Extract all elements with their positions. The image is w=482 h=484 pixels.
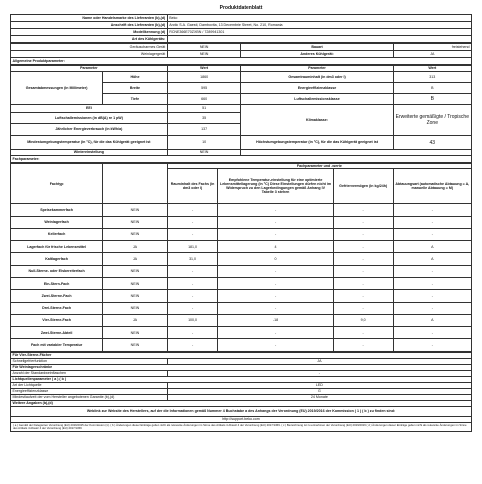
- winter-label: Wintereinstellung: [11, 150, 168, 156]
- compartment-present: JA: [103, 314, 168, 326]
- wine-value: NEIN: [167, 51, 241, 58]
- compartment-freeze: -: [333, 302, 393, 314]
- compartment-table: [10, 163, 472, 352]
- compartment-volume: -: [167, 339, 218, 351]
- eei-row: [11, 105, 472, 113]
- compartment-type: Speisekammerfach: [11, 204, 103, 216]
- compartment-freeze: -: [333, 339, 393, 351]
- compartment-type: Weinlagerfach: [11, 216, 103, 228]
- compartment-row: [11, 228, 472, 240]
- other-label: Anderes Kühlgerät:: [241, 51, 393, 58]
- compartment-present: NEIN: [103, 277, 168, 289]
- compartment-volume: -: [167, 277, 218, 289]
- compartment-temp: -: [218, 265, 333, 277]
- noise-class-value: B: [393, 94, 471, 105]
- compartment-row: [11, 277, 472, 289]
- compartment-freeze: -: [333, 290, 393, 302]
- col-volume-header: Rauminhalt des Fachs (in dm3 oder l): [167, 169, 218, 204]
- temp-row: [11, 136, 472, 150]
- compartment-volume: 100,0: [167, 314, 218, 326]
- compartment-volume: 31,0: [167, 253, 218, 265]
- bottom-table: [10, 352, 472, 433]
- compartment-freeze: -: [333, 216, 393, 228]
- compartment-freeze: -: [333, 253, 393, 265]
- compartment-row: [11, 253, 472, 265]
- device-row: [11, 51, 472, 58]
- compartment-type: Fach mit variabler Temperatur: [11, 339, 103, 351]
- compartment-rows: [11, 204, 472, 352]
- dims-label: Gesamtabmessungen (in Millimeter): [11, 72, 103, 105]
- light-section: Lichtquellenparameter ( a ) ( b ): [11, 376, 472, 382]
- supplier-row: [11, 22, 472, 29]
- four-star-section: Für Vier-Sterne-Fächer: [11, 352, 472, 358]
- compartment-volume: 181,0: [167, 241, 218, 253]
- compartment-defrost: -: [393, 339, 471, 351]
- footnote-row: [11, 422, 472, 432]
- compartment-row: [11, 204, 472, 216]
- type-value: freistehend: [393, 44, 471, 51]
- weblink-label: Weblink zur Website des Herstellers, auf der die Informationen gemäß Nummer 4 Buchstabe a des Anhangs der Verordnung (EU) 2019/2016 der Kommission ( 1 ) ( b ) zu finden sind:: [11, 406, 472, 416]
- compartment-defrost: -: [393, 290, 471, 302]
- compartment-present: NEIN: [103, 339, 168, 351]
- compartment-present: NEIN: [103, 228, 168, 240]
- light-class-label: Energieeffizienzklasse: [11, 388, 168, 394]
- value-header: Wert: [167, 66, 241, 72]
- supplier-address-value: Arctic S.A. Gaesti, Dambovita, 13 Decembrie Street, No. 210, Romania: [167, 22, 471, 29]
- noise-class-label: Luftschallemissionsklasse: [241, 94, 393, 105]
- page-title: Produktdatenblatt: [219, 5, 263, 11]
- general-params-table: [10, 65, 472, 163]
- supplier-name-value: Beko: [167, 15, 471, 22]
- energy-class-label: Energieeffizienzklasse: [241, 83, 393, 94]
- depth-label: Tiefe: [103, 94, 168, 105]
- width-value: 595: [167, 83, 241, 94]
- col-temp-header: Empfohlene Temperatur-einstellung für eine optimierte Lebensmittellagerung (in °C) Diese Einstellungen dürfen nicht im Widerspruch zu den Lagerbedingungen gemäß Anhang IV Tabelle 3 stehen: [218, 169, 333, 204]
- compartment-row: [11, 302, 472, 314]
- compartment-volume: -: [167, 216, 218, 228]
- compartment-freeze: -: [333, 241, 393, 253]
- winter-value: NEIN: [167, 150, 241, 156]
- low-noise-value: NEIN: [167, 44, 241, 51]
- compartment-section: Fachparameter:: [11, 156, 472, 163]
- product-data-sheet: [10, 2, 472, 432]
- compartment-defrost: A: [393, 241, 471, 253]
- supplier-table: [10, 14, 472, 43]
- energy-class-value: B: [393, 83, 471, 94]
- compartment-type: Kaltlagerfach: [11, 253, 103, 265]
- low-noise-label: Geräuscharmes Gerät: [11, 44, 168, 51]
- compartment-defrost: -: [393, 265, 471, 277]
- compartment-defrost: -: [393, 204, 471, 216]
- compartment-freeze: -: [333, 327, 393, 339]
- compartment-volume: -: [167, 290, 218, 302]
- compartment-temp: -: [218, 290, 333, 302]
- compartment-temp: -: [218, 277, 333, 289]
- compartment-temp: -: [218, 216, 333, 228]
- compartment-defrost: -: [393, 216, 471, 228]
- compartment-row: [11, 339, 472, 351]
- col-type-header: Fachtyp: [11, 164, 103, 204]
- light-type-label: Art der Lichtquelle: [11, 382, 168, 388]
- eei-value: 51: [167, 105, 241, 113]
- compartment-row: [11, 290, 472, 302]
- compartment-volume: -: [167, 302, 218, 314]
- height-row: [11, 72, 472, 83]
- compartment-volume: -: [167, 327, 218, 339]
- min-temp-value: 10: [167, 136, 241, 150]
- eei-label: EEI: [11, 105, 168, 113]
- climate-label: Klimaklasse:: [241, 105, 393, 136]
- weblink-row: [11, 406, 472, 416]
- device-type-label: Art des Kühlgeräts:: [11, 36, 168, 43]
- height-value: 1860: [167, 72, 241, 83]
- compartment-row: [11, 265, 472, 277]
- light-class-value: G: [167, 388, 471, 394]
- supplier-row: [11, 29, 472, 36]
- compartment-present: NEIN: [103, 216, 168, 228]
- compartment-defrost: -: [393, 302, 471, 314]
- quick-freeze-label: Schnellgefrierfunktion: [11, 358, 168, 364]
- model-id-label: Modellkennung (d): [11, 29, 168, 36]
- compartment-volume: -: [167, 204, 218, 216]
- more-info-label: Weitere Angaben (b),(d): [11, 400, 472, 406]
- param-header: Parameter: [11, 66, 168, 72]
- compartment-defrost: -: [393, 277, 471, 289]
- energy-label: Jährlicher Energieverbrauch (in kWh/a): [11, 124, 168, 136]
- compartment-temp: -: [218, 302, 333, 314]
- light-type-value: LED: [167, 382, 471, 388]
- model-id-value: RCNE366E70ZXBN / 7289941301: [167, 29, 471, 36]
- compartment-type: Zwei-Sterne-Fach: [11, 290, 103, 302]
- compartment-defrost: -: [393, 228, 471, 240]
- params-header: Fachparameter und -werte: [167, 164, 471, 169]
- total-volume-value: 313: [393, 72, 471, 83]
- std-bottles-value: -: [167, 370, 471, 376]
- compartment-row: [11, 241, 472, 253]
- value-header-2: Wert: [393, 66, 471, 72]
- energy-value: 137: [167, 124, 241, 136]
- section-row: [11, 58, 472, 65]
- device-type-value: [167, 36, 471, 43]
- type-label: Bauart: [241, 44, 393, 51]
- compartment-temp: -: [218, 339, 333, 351]
- min-temp-label: Mindestumgebungstemperatur (in °C), für die das Kühlgerät geeignet ist: [11, 136, 168, 150]
- section-row: [11, 156, 472, 163]
- compartment-volume: -: [167, 265, 218, 277]
- compartment-type: Kellerfach: [11, 228, 103, 240]
- noise-value: 35: [167, 113, 241, 124]
- compartment-defrost: A: [393, 253, 471, 265]
- compartment-present: JA: [103, 241, 168, 253]
- compartment-present: JA: [103, 253, 168, 265]
- compartment-temp: 4: [218, 241, 333, 253]
- depth-value: 660: [167, 94, 241, 105]
- compartment-type: Vier-Sterne-Fach: [11, 314, 103, 326]
- compartment-freeze: -: [333, 265, 393, 277]
- device-type-table: [10, 43, 472, 65]
- compartment-present: NEIN: [103, 204, 168, 216]
- quick-freeze-value: JA: [167, 358, 471, 364]
- col-freeze-header: Gefriervermögen (in kg/24h): [333, 169, 393, 204]
- supplier-row: [11, 15, 472, 22]
- other-value: JA: [393, 51, 471, 58]
- wine-label: Weinlagergerät: [11, 51, 168, 58]
- compartment-type: Null-Sterne- oder Eisbereiterfach: [11, 265, 103, 277]
- supplier-row: [11, 36, 472, 43]
- param-header-2: Parameter: [241, 66, 393, 72]
- compartment-temp: -: [218, 204, 333, 216]
- climate-value: Erweiterte gemäßigte / Tropische Zone: [393, 105, 471, 136]
- col-present-header: [103, 164, 168, 204]
- compartment-defrost: -: [393, 327, 471, 339]
- compartment-volume: -: [167, 228, 218, 240]
- compartment-temp: 0: [218, 253, 333, 265]
- supplier-name-label: Name oder Handelsmarke des Lieferanten (b),(d): [11, 15, 168, 22]
- compartment-present: NEIN: [103, 290, 168, 302]
- std-bottles-label: Anzahl der Standardweinflaschen: [11, 370, 168, 376]
- compartment-temp: -: [218, 327, 333, 339]
- compartment-present: NEIN: [103, 265, 168, 277]
- compartment-freeze: 9,0: [333, 314, 393, 326]
- compartment-row: [11, 216, 472, 228]
- col-defrost-header: Abtauungsart (automatische Abtauung = A, manuelle Abtauung = M): [393, 169, 471, 204]
- compartment-present: NEIN: [103, 302, 168, 314]
- compartment-row: [11, 327, 472, 339]
- device-row: [11, 44, 472, 51]
- support-url-link[interactable]: http://support.beko.com: [11, 416, 472, 422]
- general-params-section: Allgemeine Produktparameter:: [11, 58, 472, 65]
- total-volume-label: Gesamtrauminhalt (in dm3 oder l): [241, 72, 393, 83]
- supplier-address-label: Anschrift des Lieferanten (b),(d): [11, 22, 168, 29]
- wine-section: Für Weinlagerschränke: [11, 364, 472, 370]
- width-label: Breite: [103, 83, 168, 94]
- compartment-type: Ein-Stern-Fach: [11, 277, 103, 289]
- compartment-defrost: A: [393, 314, 471, 326]
- warranty-label: Mindestlaufzeit der vom Hersteller angebotenen Garantie (b),(d): [11, 394, 168, 400]
- compartment-freeze: -: [333, 277, 393, 289]
- max-temp-label: Höchstumgebungstemperatur (in °C), für die das Kühlgerät geeignet ist: [241, 136, 393, 150]
- compartment-freeze: -: [333, 228, 393, 240]
- noise-label: Luftschallemissionen (in dB(A) re 1 pW): [11, 113, 168, 124]
- max-temp-value: 43: [393, 136, 471, 150]
- compartment-temp: -: [218, 228, 333, 240]
- warranty-value: 24 Monate: [167, 394, 471, 400]
- compartment-type: Drei-Sterne-Fach: [11, 302, 103, 314]
- compartment-row: [11, 314, 472, 326]
- footnote-text: ( a ) Gemäß der Delegierten Verordnung (EU) 2019/2015 der Kommission (1). ( b ) Änderungen dieser Einträge gelten nicht als relevante Änderungen im Sinne des Artikels 4 Absatz 4 der Verordnung (EU) 2017/1369. ( c ) Bezeichnung ist zu entnehmen der Verordnung (EU) 2019/2016 ( d ) Änderungen dieser Einträge gelten nicht als relevante Änderungen im Sinne des Artikels 4 Absatz 4 der Verordnung (EU) 2017/1369: [11, 422, 472, 432]
- height-label: Höhe: [103, 72, 168, 83]
- compartment-temp: -18: [218, 314, 333, 326]
- compartment-type: Zwei-Sterne-Abteil: [11, 327, 103, 339]
- compartment-present: NEIN: [103, 327, 168, 339]
- compartment-freeze: -: [333, 204, 393, 216]
- compartment-type: Lagerfach für frische Lebensmittel: [11, 241, 103, 253]
